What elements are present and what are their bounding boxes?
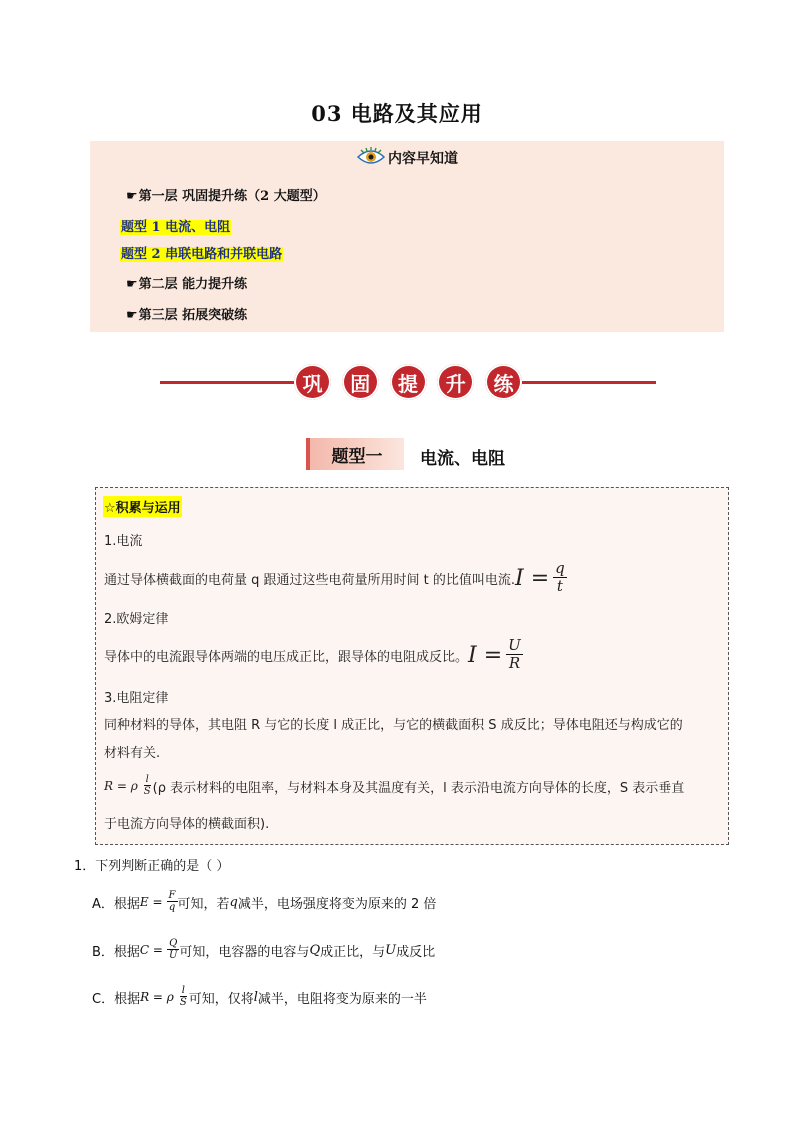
section-title-ohm: 2.欧姆定律 [104, 612, 169, 627]
option-c[interactable]: C．根据 R = ρ $\frac{l}{S}$ 可知，仅将 l 减半，电阻将变为原来的一半 [92, 984, 427, 1009]
pointing-hand-icon: ☛ [126, 308, 138, 323]
knowledge-box [95, 487, 729, 845]
banner-char: 巩 [294, 364, 331, 400]
toc-box [90, 141, 724, 332]
section-banner [160, 362, 656, 402]
option-a[interactable]: A．根据 E = $\frac{F}{q}$ 可知，若 q 减半，电场强度将变为原来的 2 倍 [92, 889, 437, 914]
toc-item-layer3[interactable]: ☛第三层 拓展突破练 [126, 308, 248, 323]
section-title-current: 1.电流 [104, 534, 143, 549]
toc-heading: 内容早知道 [90, 147, 724, 171]
toc-item-type2[interactable]: 题型 2 串联电路和并联电路 [121, 247, 283, 262]
option-b[interactable]: B．根据 C = $\frac{Q}{U}$ 可知，电容器的电容与 Q 成正比，与 U 成反比 [92, 937, 436, 962]
type-tag: 题型一 [306, 438, 404, 470]
formula-current: I = $\frac{q}{t}$ [515, 559, 565, 596]
resistance-text-line3: R = ρ $\frac{l}{S}$ (ρ 表示材料的电阻率，与材料本身及其温度有关，l 表示沿电流方向导体的长度，S 表示垂直 [104, 773, 685, 798]
type-name: 电流、电阻 [420, 449, 505, 469]
resistance-text-line2: 材料有关. [104, 746, 161, 761]
section-text-current: 通过导体横截面的电荷量 q 跟通过这些电荷量所用时间 t 的比值叫电流. I = $\frac{q}{t}$ [104, 559, 565, 596]
star-icon: ☆ [104, 501, 116, 516]
pointing-hand-icon: ☛ [126, 189, 138, 204]
toc-item-type1[interactable]: 题型 1 电流、电阻 [121, 220, 231, 235]
knowledge-title: ☆积累与运用 [103, 496, 182, 517]
banner-char: 练 [485, 364, 522, 400]
resistance-text-line4: 于电流方向导体的横截面积). [104, 817, 270, 832]
banner-char: 固 [342, 364, 379, 400]
section-text-ohm: 导体中的电流跟导体两端的电压成正比，跟导体的电阻成反比。 I = $\frac{U}{R}$ [104, 636, 521, 673]
banner-line-right [522, 381, 656, 384]
formula-option-b: C = $\frac{Q}{U}$ [139, 937, 178, 962]
eye-icon [356, 147, 386, 171]
toc-item-layer1[interactable]: ☛第一层 巩固提升练（2 大题型） [126, 189, 326, 204]
banner-char: 升 [437, 364, 474, 400]
section-title-resistance: 3.电阻定律 [104, 691, 169, 706]
formula-ohm: I = $\frac{U}{R}$ [468, 636, 521, 673]
pointing-hand-icon: ☛ [126, 277, 138, 292]
page-title: 03 电路及其应用 [311, 101, 483, 126]
formula-option-c: R = ρ $\frac{l}{S}$ [140, 984, 187, 1009]
question-stem: 1．下列判断正确的是（ ） [74, 859, 230, 874]
resistance-text-line1: 同种材料的导体，其电阻 R 与它的长度 l 成正比，与它的横截面积 S 成反比；导体电阻还与构成它的 [104, 718, 683, 733]
toc-item-layer2[interactable]: ☛第二层 能力提升练 [126, 277, 248, 292]
banner-line-left [160, 381, 294, 384]
formula-option-a: E = $\frac{F}{q}$ [139, 889, 176, 914]
formula-resistance: R = ρ $\frac{l}{S}$ [104, 773, 151, 798]
banner-char: 提 [390, 364, 427, 400]
